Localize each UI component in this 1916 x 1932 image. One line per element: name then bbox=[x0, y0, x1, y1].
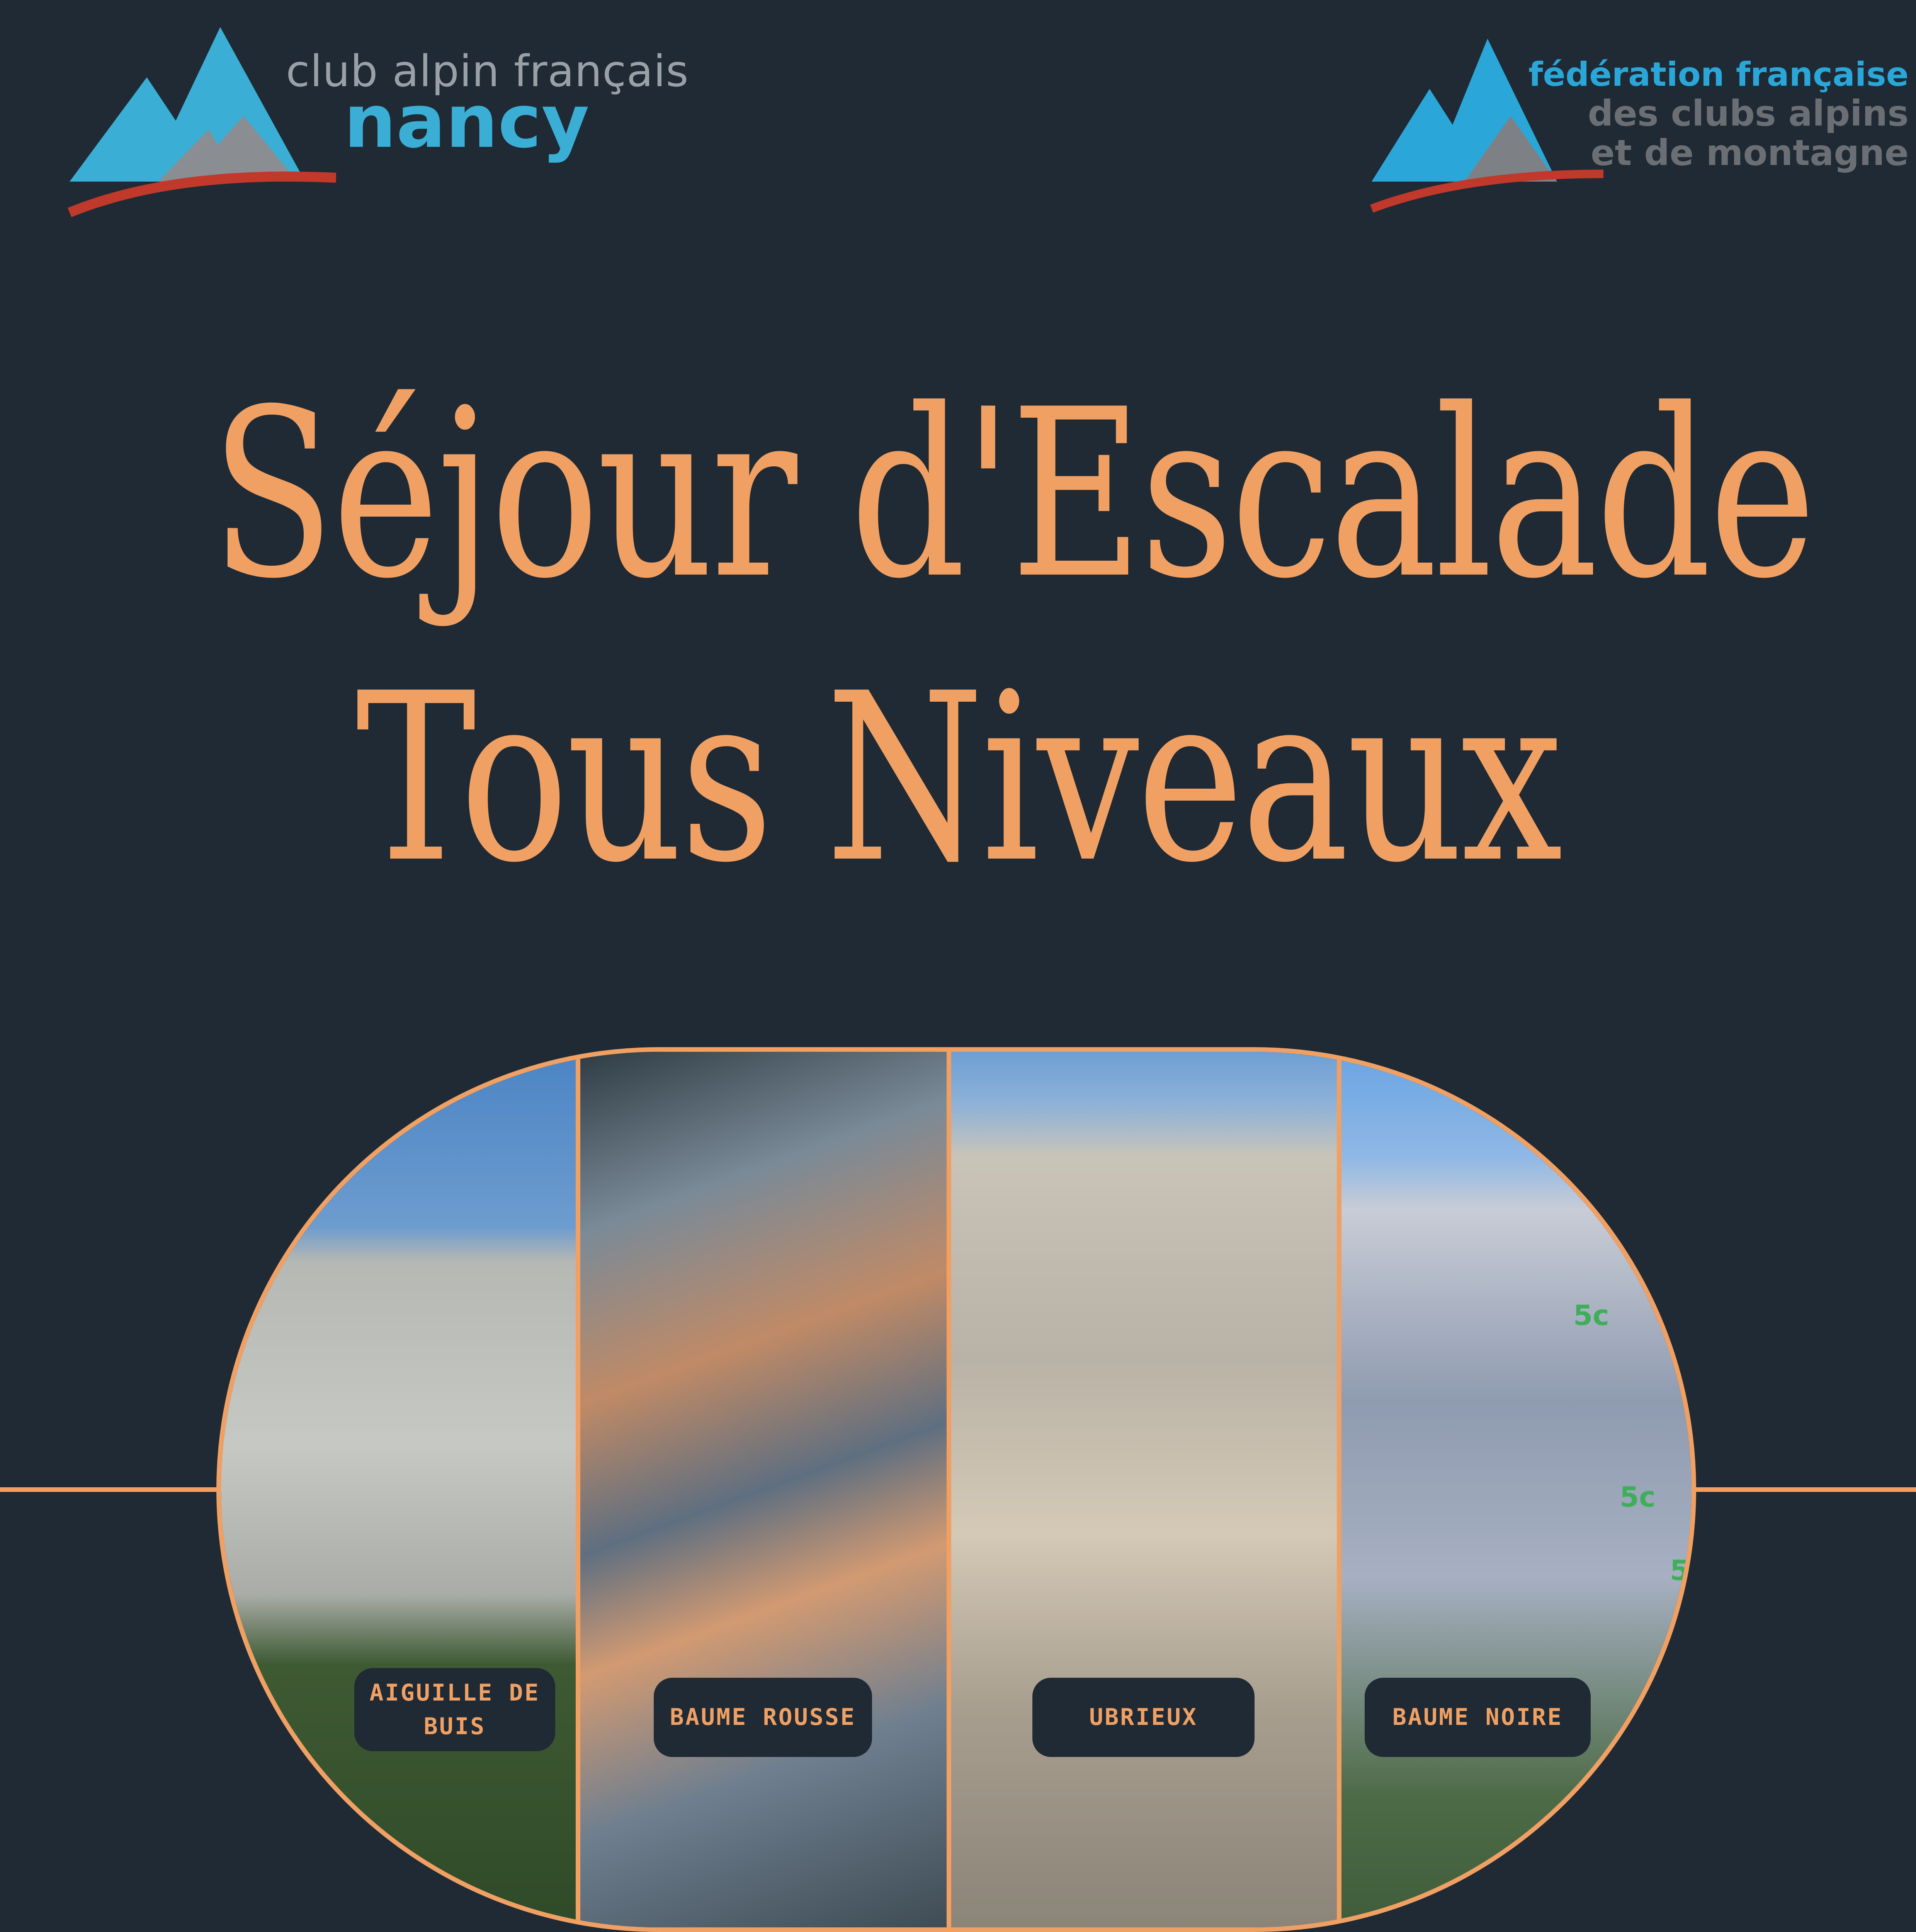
site-badge-aiguille-de-buis bbox=[354, 1668, 555, 1751]
site-badge-line1: AIGUILLE DE bbox=[369, 1679, 540, 1706]
caf-logo-line2: nancy bbox=[344, 79, 590, 164]
photo-ubrieux bbox=[951, 1052, 1337, 1927]
caf-nancy-logo bbox=[58, 19, 689, 220]
photo-divider bbox=[576, 1052, 580, 1927]
ffcam-logo-line2: des clubs alpins bbox=[1588, 93, 1909, 134]
title-line-2: Tous Niveaux bbox=[355, 643, 1561, 913]
route-grade-1: 5c bbox=[1573, 1299, 1609, 1332]
site-badge-ubrieux: UBRIEUX bbox=[1032, 1678, 1255, 1757]
route-grade-2: 5c bbox=[1620, 1481, 1656, 1513]
ffcam-logo bbox=[1364, 27, 1913, 220]
photo-aiguille-de-buis bbox=[221, 1052, 576, 1927]
site-badge-baume-rousse: BAUME ROUSSE bbox=[654, 1678, 872, 1757]
caf-logo-line1: club alpin français bbox=[286, 46, 689, 97]
photo-baume-noire bbox=[1341, 1052, 1696, 1927]
title-line-1: Séjour d'Escalade bbox=[211, 359, 1814, 629]
ffcam-logo-line3: et de montagne bbox=[1590, 132, 1909, 173]
site-badge-baume-noire: BAUME NOIRE bbox=[1365, 1678, 1591, 1757]
site-badge-line2: BUIS bbox=[423, 1713, 486, 1740]
photo-baume-rousse bbox=[580, 1052, 947, 1927]
photo-capsule bbox=[216, 1047, 1696, 1932]
route-grade-3: 5 bbox=[1670, 1554, 1690, 1587]
photo-divider bbox=[1337, 1052, 1341, 1927]
ffcam-logo-line1: fédération française bbox=[1528, 55, 1909, 94]
photo-divider bbox=[947, 1052, 951, 1927]
